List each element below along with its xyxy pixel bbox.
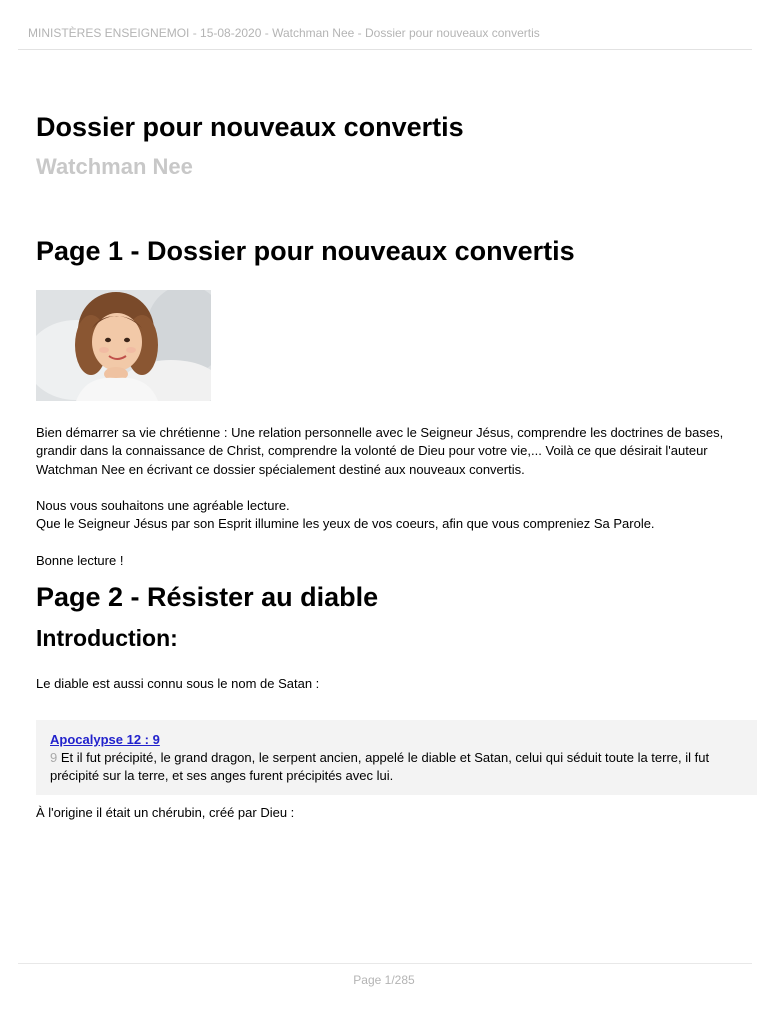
intro-paragraph — [36, 424, 736, 479]
verse-line-2: précipité sur la terre, et ses anges furent précipités avec lui. — [50, 768, 394, 784]
intro-line-3: Watchman Nee en écrivant ce dossier spécialement destiné aux nouveaux convertis. — [36, 461, 525, 477]
section-heading-page-2: Page 2 - Résister au diable — [36, 582, 379, 612]
intro-line-2: grandir dans la connaissance de Christ, comprendre la volonté de Dieu pour votre vie,... Voilà ce que désirait l'auteur — [36, 443, 708, 459]
scripture-reference-link[interactable]: Apocalypse 12 : 9 — [50, 732, 160, 747]
scripture-verse-text — [50, 749, 740, 786]
verse-line-1: Et il fut précipité, le grand dragon, le serpent ancien, appelé le diable et Satan, celui qui séduit toute la terre, il fut — [60, 750, 710, 765]
wish-line-2: Que le Seigneur Jésus par son Esprit illumine les yeux de vos coeurs, afin que vous compreniez Sa Parole. — [36, 516, 655, 532]
satan-intro-text: Le diable est aussi connu sous le nom de Satan : — [36, 676, 320, 691]
scripture-quote-box — [36, 720, 757, 795]
section-heading-page-1: Page 1 - Dossier pour nouveaux convertis — [36, 236, 575, 266]
footer-rule — [18, 963, 752, 964]
header-rule — [18, 49, 752, 50]
verse-number: 9 — [50, 750, 58, 765]
child-photo-illustration — [36, 290, 211, 401]
document-author: Watchman Nee — [36, 154, 193, 179]
child-photo — [36, 290, 211, 401]
origin-text: À l'origine il était un chérubin, créé par Dieu : — [36, 805, 295, 820]
introduction-heading: Introduction: — [36, 625, 178, 651]
wish-line-1: Nous vous souhaitons une agréable lecture. — [36, 498, 290, 513]
page-number: Page 1/285 — [353, 973, 415, 987]
wish-paragraph — [36, 497, 736, 534]
running-header: MINISTÈRES ENSEIGNEMOI - 15-08-2020 - Watchman Nee - Dossier pour nouveaux convertis — [28, 26, 540, 40]
closing-paragraph: Bonne lecture ! — [36, 553, 124, 568]
intro-line-1: Bien démarrer sa vie chrétienne : Une relation personnelle avec le Seigneur Jésus, comprendre les doctrines de bases, — [36, 425, 724, 440]
document-title: Dossier pour nouveaux convertis — [36, 112, 464, 142]
